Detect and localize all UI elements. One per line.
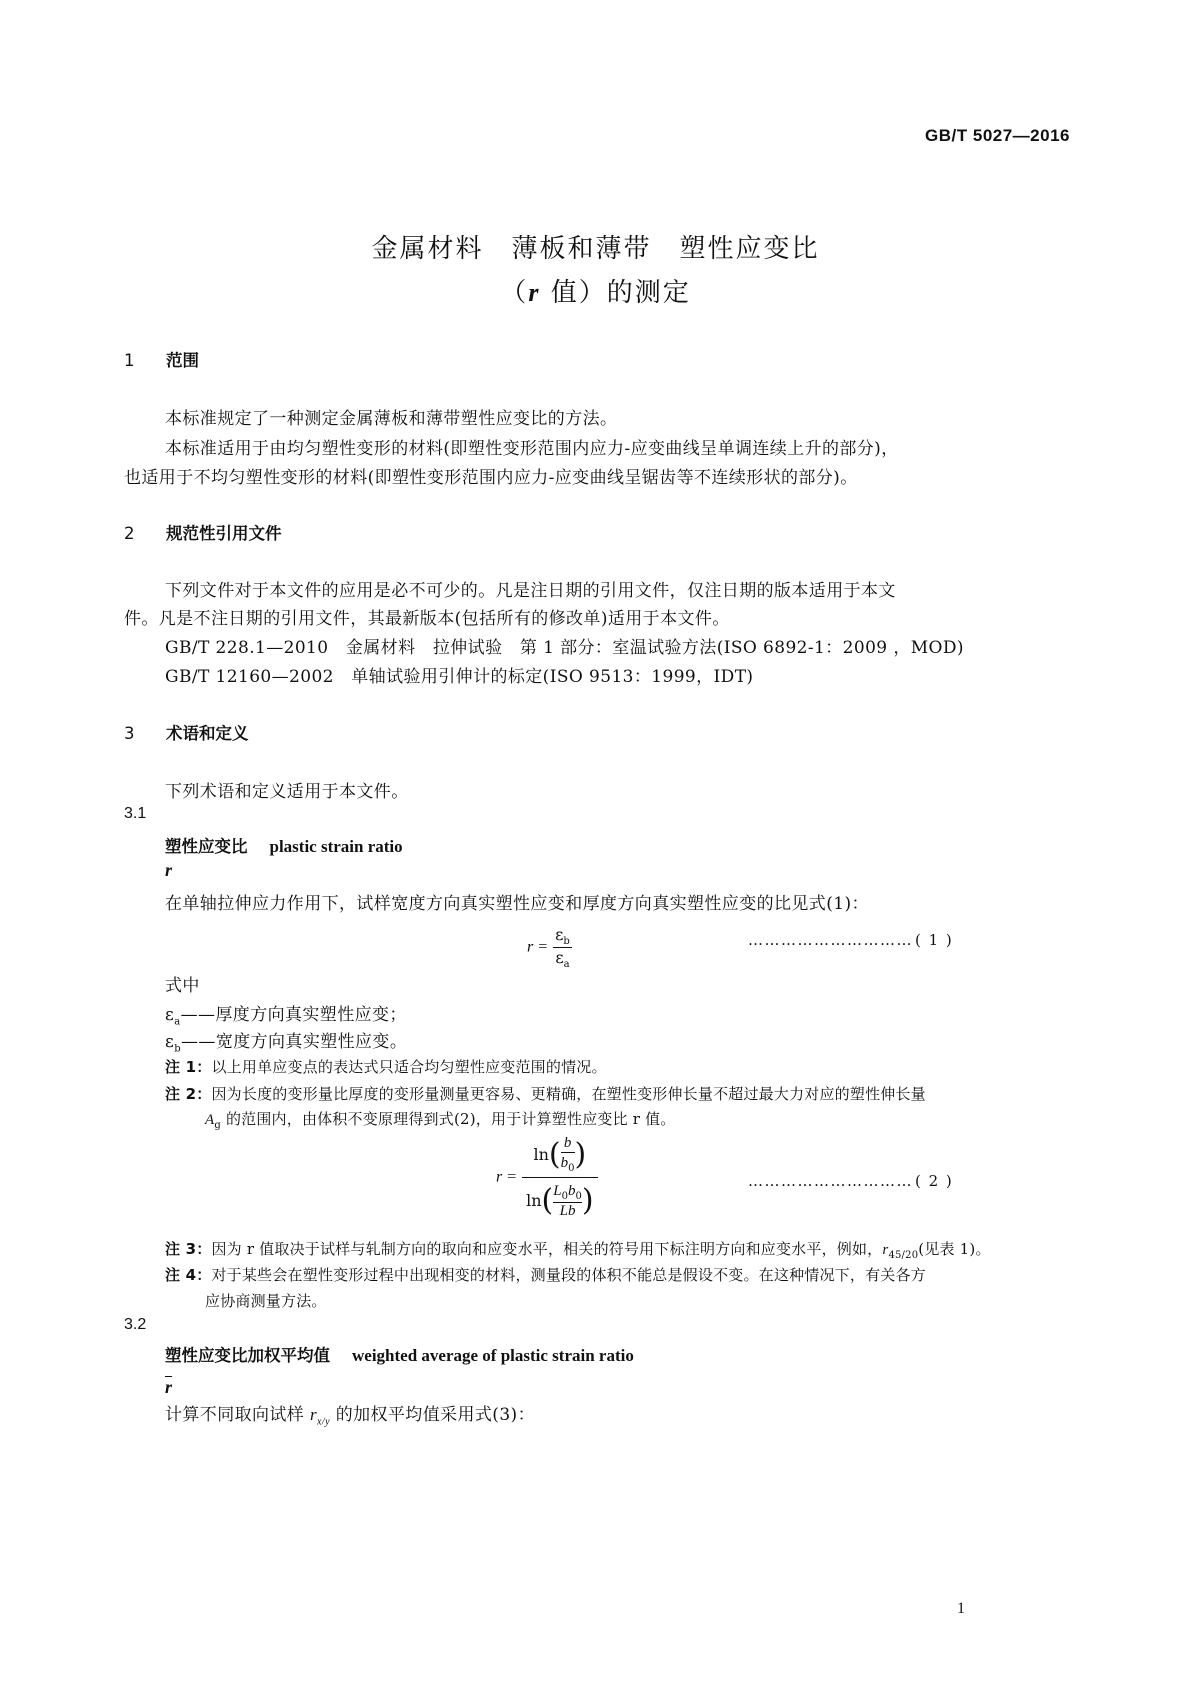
reference-2: GB/T 12160—2002 单轴试验用引伸计的标定(ISO 9513：1999，IDT) xyxy=(165,667,754,687)
variable-epsilon-a: $\varepsilon_a——$厚度方向真实塑性应变； xyxy=(165,1005,407,1028)
section-number: 1 xyxy=(124,351,135,370)
where-label: 式中 xyxy=(165,976,200,996)
note-1: 注 1：以上用单应变点的表达式只适合均匀塑性应变范围的情况。 xyxy=(165,1058,607,1076)
reference-1: GB/T 228.1—2010 金属材料 拉伸试验 第 1 部分：室温试验方法(ISO 6892-1：2009 ，MOD) xyxy=(165,638,964,658)
variable-epsilon-b: $\varepsilon_b——$宽度方向真实塑性应变。 xyxy=(165,1032,408,1055)
section-number: 2 xyxy=(124,524,135,543)
formula-2-lhs: r = xyxy=(496,1168,518,1186)
note-2-line2: $A_g$ 的范围内，由体积不变原理得到式(2)，用于计算塑性应变比 r 值。 xyxy=(205,1110,676,1131)
section-2-para1-line1: 下列文件对于本文件的应用是必不可少的。凡是注日期的引用文件，仅注日期的版本适用于本文 xyxy=(165,581,896,601)
note-4-line2: 应协商测量方法。 xyxy=(205,1292,327,1310)
section-1-para2-line1: 本标准适用于由均匀塑性变形的材料(即塑性变形范围内应力-应变曲线呈单调连续上升的部分)， xyxy=(165,439,899,459)
title-paren: （ xyxy=(500,278,529,308)
section-1-para1: 本标准规定了一种测定金属薄板和薄带塑性应变比的方法。 xyxy=(165,409,618,429)
formula-2-denominator: ln( $\frac{L_0b_0}{Lb}$ ) xyxy=(522,1177,597,1220)
term-name-en: plastic strain ratio xyxy=(269,837,403,856)
note-4-line1: 注 4：对于某些会在塑性变形过程中出现相变的材料，测量段的体积不能总是假设不变。在这种情况下，有关各方 xyxy=(165,1266,926,1284)
note-label: 注 3： xyxy=(165,1240,212,1258)
formula-1-leader: ………………………… ( 1 ) xyxy=(748,931,954,949)
formula-2-leader: ………………………… ( 2 ) xyxy=(748,1172,954,1190)
page-number: 1 xyxy=(957,1600,965,1617)
term-3-1-number: 3.1 xyxy=(124,805,147,822)
section-title: 范围 xyxy=(166,351,199,370)
note-label: 注 1： xyxy=(165,1058,212,1076)
formula-1-number: ( 1 ) xyxy=(915,931,954,949)
term-name-zh: 塑性应变比 xyxy=(165,837,248,856)
term-3-1-name xyxy=(165,833,403,857)
formula-2-fraction xyxy=(522,1135,597,1220)
term-3-1-definition: 在单轴拉伸应力作用下，试样宽度方向真实塑性应变和厚度方向真实塑性应变的比见式(1)： xyxy=(165,894,869,914)
formula-1 xyxy=(527,925,572,970)
term-3-1-symbol: r xyxy=(165,860,173,880)
section-2-heading xyxy=(124,520,282,544)
term-name-en: weighted average of plastic strain ratio xyxy=(352,1346,634,1365)
note-2-line1: 注 2：因为长度的变形量比厚度的变形量测量更容易、更精确，在塑性变形伸长量不超过最大力对应的塑性伸长量 xyxy=(165,1085,926,1103)
section-1-para2-line2: 也适用于不均匀塑性变形的材料(即塑性变形范围内应力-应变曲线呈锯齿等不连续形状的部分)。 xyxy=(124,468,858,488)
formula-1-denominator: $\varepsilon_a$ xyxy=(553,947,572,970)
section-title: 术语和定义 xyxy=(166,724,249,743)
title-rest: 值）的测定 xyxy=(540,278,691,308)
term-3-2-symbol-rbar: r xyxy=(165,1377,173,1397)
note-label: 注 4： xyxy=(165,1266,212,1284)
formula-1-lhs: r = xyxy=(527,938,549,956)
formula-2 xyxy=(496,1135,598,1220)
formula-2-number: ( 2 ) xyxy=(915,1172,954,1190)
formula-1-numerator: $\varepsilon_b$ xyxy=(555,925,570,948)
document-title-line2 xyxy=(0,272,1191,309)
section-1-heading xyxy=(124,347,199,371)
term-3-2-number: 3.2 xyxy=(124,1316,147,1333)
section-title: 规范性引用文件 xyxy=(166,524,282,543)
section-number: 3 xyxy=(124,724,135,743)
term-name-zh: 塑性应变比加权平均值 xyxy=(165,1346,330,1365)
note-3: 注 3：因为 r 值取决于试样与轧制方向的取向和应变水平，相关的符号用下标注明方向和应变水平，例如，$r_{45/20}$(见表 1)。 xyxy=(165,1240,991,1261)
term-3-2-definition: 计算不同取向试样 $r_{x/y}$ 的加权平均值采用式(3)： xyxy=(165,1405,535,1428)
note-label: 注 2： xyxy=(165,1085,212,1103)
title-symbol-r: r xyxy=(528,278,541,307)
term-3-2-name xyxy=(165,1342,634,1366)
formula-2-numerator: ln( $\frac{b}{b_0}$ ) xyxy=(533,1135,587,1174)
section-2-para1-line2: 件。凡是不注日期的引用文件，其最新版本(包括所有的修改单)适用于本文件。 xyxy=(124,609,730,629)
section-3-heading xyxy=(124,720,249,744)
section-3-intro: 下列术语和定义适用于本文件。 xyxy=(165,782,409,802)
formula-1-fraction xyxy=(553,925,572,970)
standard-code: GB/T 5027—2016 xyxy=(925,126,1070,145)
document-title-line1: 金属材料 薄板和薄带 塑性应变比 xyxy=(371,234,820,264)
